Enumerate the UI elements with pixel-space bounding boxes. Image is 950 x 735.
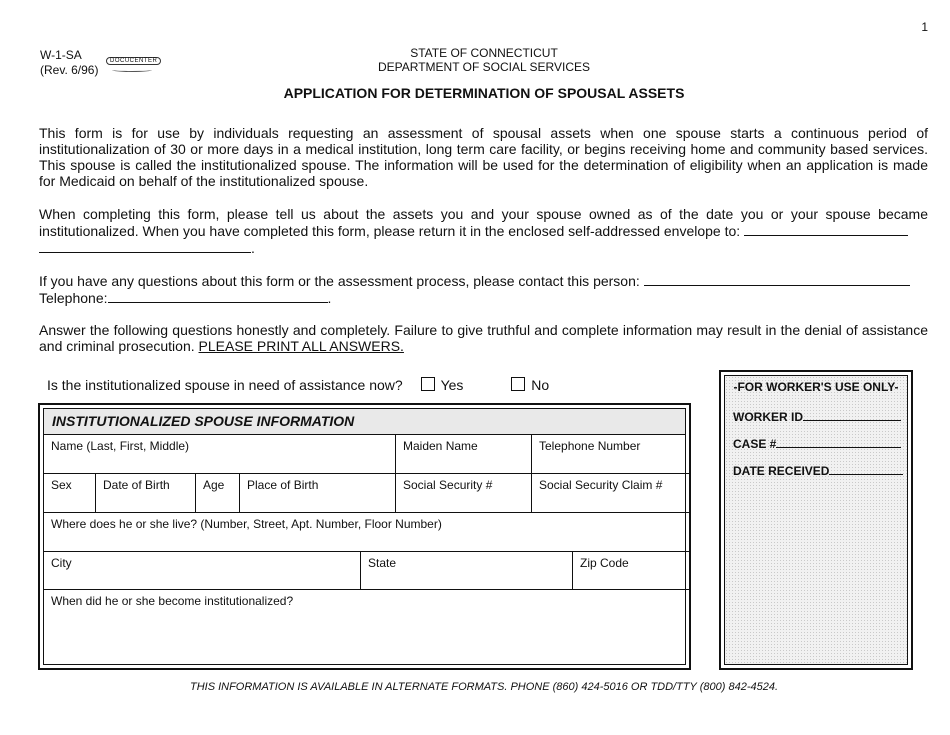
intro-paragraph: This form is for use by individuals requesting an assessment of spousal assets when one spouse starts a continuous period of institutionalization of 30 or more days in a medical institution, long term care facility, or begins receiving home and community based services. This spouse is called the institutionalized spouse. The information will be used for the determination of eligibility when an application is made for Medicaid on behalf of the institutionalized spouse. bbox=[39, 125, 928, 189]
yes-checkbox[interactable] bbox=[421, 377, 435, 391]
answer-paragraph bbox=[39, 322, 928, 354]
maiden-name-field[interactable]: Maiden Name bbox=[396, 435, 532, 474]
agency-state: STATE OF CONNECTICUT bbox=[410, 46, 558, 60]
contact-person-line[interactable] bbox=[644, 272, 910, 286]
name-field[interactable]: Name (Last, First, Middle) bbox=[44, 435, 396, 474]
case-line[interactable] bbox=[776, 436, 901, 448]
return-address-line-2[interactable] bbox=[39, 239, 251, 253]
case-row bbox=[733, 436, 901, 451]
state-field[interactable]: State bbox=[361, 552, 573, 590]
place-of-birth-field[interactable]: Place of Birth bbox=[240, 474, 396, 513]
yes-label: Yes bbox=[440, 377, 464, 393]
print-note: PLEASE PRINT ALL ANSWERS. bbox=[198, 338, 404, 354]
sex-field[interactable]: Sex bbox=[44, 474, 96, 513]
date-received-row bbox=[733, 463, 903, 478]
no-checkbox[interactable] bbox=[511, 377, 525, 391]
case-label: CASE # bbox=[733, 437, 777, 451]
form-title: APPLICATION FOR DETERMINATION OF SPOUSAL ASSETS bbox=[283, 85, 685, 101]
answer-text: Answer the following questions honestly and completely. Failure to give truthful and complete information may result in the denial of assistance and criminal prosecution. bbox=[39, 322, 928, 354]
spouse-section-heading: INSTITUTIONALIZED SPOUSE INFORMATION bbox=[44, 409, 685, 435]
date-received-line[interactable] bbox=[829, 463, 903, 475]
contact-text: If you have any questions about this form or the assessment process, please contact this person: bbox=[39, 273, 640, 289]
completing-text: When completing this form, please tell us about the assets you and your spouse owned as of the date you or your spouse became institutionalized. When you have completed this form, please return it in the enclosed self-addressed envelope to: bbox=[39, 206, 928, 239]
telephone-line[interactable] bbox=[108, 289, 328, 303]
completing-paragraph: When completing this form, please tell us about the assets you and your spouse owned as of the date you or your spouse became institutionalized. When you have completed this form, please return it in the enclosed self-addressed envelope to: . bbox=[39, 206, 928, 256]
worker-id-line[interactable] bbox=[803, 409, 901, 421]
worker-id-label: WORKER ID bbox=[733, 410, 803, 424]
telephone-label: Telephone: bbox=[39, 290, 108, 306]
return-address-line[interactable] bbox=[744, 222, 908, 236]
address-field[interactable]: Where does he or she live? (Number, Street, Apt. Number, Floor Number) bbox=[44, 513, 689, 552]
social-security-claim-field[interactable]: Social Security Claim # bbox=[532, 474, 689, 513]
question-text: Is the institutionalized spouse in need of assistance now? bbox=[47, 377, 403, 393]
worker-id-row bbox=[733, 409, 901, 424]
city-field[interactable]: City bbox=[44, 552, 361, 590]
worker-use-box bbox=[719, 370, 913, 670]
agency-department: DEPARTMENT OF SOCIAL SERVICES bbox=[377, 60, 591, 74]
assistance-question bbox=[47, 377, 549, 393]
institutionalized-date-field[interactable]: When did he or she become institutionalized? bbox=[51, 594, 294, 608]
date-received-label: DATE RECEIVED bbox=[733, 464, 830, 478]
no-label: No bbox=[531, 377, 550, 393]
age-field[interactable]: Age bbox=[196, 474, 240, 513]
social-security-field[interactable]: Social Security # bbox=[396, 474, 532, 513]
form-revision: (Rev. 6/96) bbox=[40, 63, 99, 77]
page-number: 1 bbox=[921, 20, 928, 34]
alternate-formats-footer: THIS INFORMATION IS AVAILABLE IN ALTERNATE FORMATS. PHONE (860) 424-5016 OR TDD/TTY (800) 842-4524. bbox=[189, 681, 779, 693]
agency-header bbox=[0, 46, 950, 74]
spouse-info-section bbox=[38, 403, 691, 670]
form-id: W-1-SA bbox=[40, 48, 82, 62]
telephone-number-field[interactable]: Telephone Number bbox=[532, 435, 689, 474]
contact-paragraph: If you have any questions about this form or the assessment process, please contact this person: Telephone: . bbox=[39, 272, 928, 306]
worker-box-heading: -FOR WORKER'S USE ONLY- bbox=[733, 380, 899, 394]
docucenter-logo: DOCUCENTER bbox=[106, 57, 161, 65]
date-of-birth-field[interactable]: Date of Birth bbox=[96, 474, 196, 513]
zip-code-field[interactable]: Zip Code bbox=[573, 552, 689, 590]
